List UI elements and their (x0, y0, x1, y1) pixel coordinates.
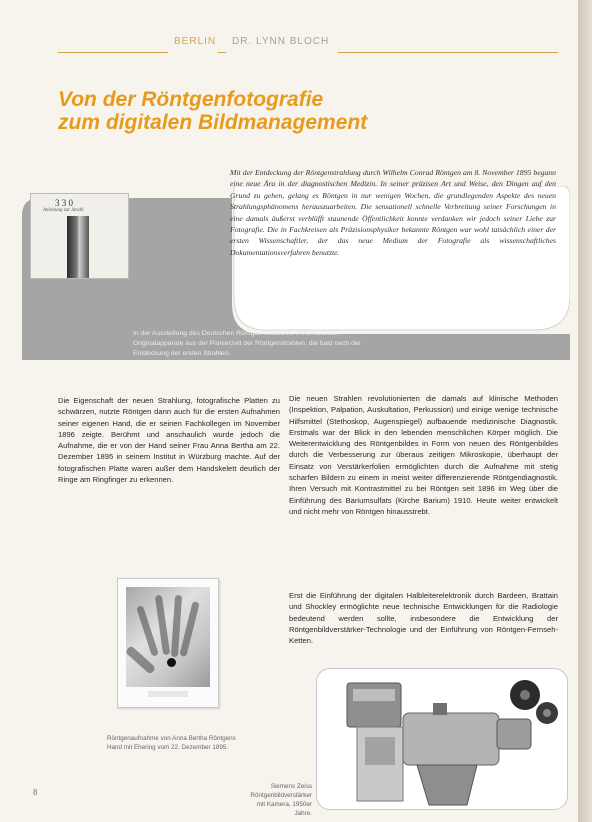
body-column-right-p1: Die neuen Strahlen revolutionierten die damals auf klinische Methoden (Inspektion, Palpation, Auskultation, Perkussion) und einige wenige technische Hilfsmittel (Stethoskop, Augenspiegel) aufbauende medizinische Diagnostik. Erstmals war der Blick in den lebenden menschlichen Körper möglich. Die Weiterentwicklung des Röntgenbildes in Form von neuen des Röntgenbildes durch die Verbesserung zur überaus zeitigen Mikroskopie, überhaupt der Einsatz von Verstärkerfolien ermöglichten durch die Aufnahme mit stetig scharfen Bildern zu einem in meist weiter differenzierende Röntgendiagnostik. Ihren Versuch mit Kontrastmittel zu bei Röntgen seit 1896 im Weg über die Einführung des Bariumsulfats (Kirche Barium) 1910. Heute weiter entwickelt und nicht mehr von Röntgen hinausstrebt. (289, 394, 558, 516)
article-title-line-2: zum digitalen Bildmanagement (58, 111, 368, 134)
header-rule-right (338, 52, 558, 53)
section-label: BERLIN (174, 36, 217, 47)
photo-number: 3 3 0 (55, 198, 73, 208)
header-rule-left (58, 52, 168, 53)
intro-paragraph: Mit der Entdeckung der Röntgenstrahlung durch Wilhelm Conrad Röntgen am 8. November 1895 begann eine neue Ära in der diagnostischen Medizin. In seiner präzisen Art und Weise, den Dingen auf den Grund zu gehen, gelang es Röntgen in nur wenigen Wochen, die grundlegenden Aspekte des neuen Strahlungsphänomens herauszuarbeiten. Die sensationell schnelle Verbreitung seiner Forschungen in eine damals äußerst verblüfft staunende Öffentlichkeit konnte verdanken wir jedoch seiner Liebe zur Fotografie. Die in Fachkreisen als Präzisionsphysiker bekannte Röntgen war wohl tatsächlich einer der ersten Wissenschaftler, der das neue Medium der Fotografie als wissenschaftliches Dokumentationsverfahren benutzte. (230, 168, 556, 257)
article-title-line-1: Von der Röntgenfotografie (58, 88, 324, 111)
xray-caption: Röntgenaufnahme von Anna Bertha Röntgens Hand mit Ehering vom 22. Dezember 1895. (107, 735, 236, 751)
machine-caption: Siemens Zeiss Röntgenbildverstärker mit Kamera, 1950er Jahre. (250, 783, 312, 817)
band-caption: In der Ausstellung des Deutschen Röntgen-Museums in Remscheid: Originalapparate aus der Pionierzeit der Röntgenstrahlen, die bald nach der Entdeckung der ersten Strahlen. (133, 330, 361, 357)
photo-handwriting: Anleitung zur Strahl (43, 208, 84, 213)
xray-tube-photo (30, 193, 129, 279)
ring-mark (167, 658, 176, 667)
author-name: DR. LYNN BLOCH (232, 36, 330, 47)
xray-label-strip (148, 691, 188, 697)
page-spine (578, 0, 592, 822)
xray-machine-photo (316, 668, 568, 810)
body-column-right-p2: Erst die Einführung der digitalen Halbleiterelektronik durch Bardeen, Brattain und Shockley ermöglichte neue technische Entwicklungen für die Radiologie bedeutend werden sollte, insbesondere die Entwicklung der Röntgenbildverstärker-Technologie und der Einführung von Röntgen-Fernseh-Ketten. (289, 591, 558, 646)
xray-tube-strip (67, 216, 89, 278)
article-title (58, 88, 367, 134)
xray-machine-illustration (317, 669, 567, 809)
page-number: 8 (33, 788, 38, 797)
body-column-left: Die Eigenschaft der neuen Strahlung, fotografische Platten zu schwärzen, nutzte Röntgen dann auch für die ersten Aufnahmen seiner eigenen Hand, die er seinen Fachkollegen im November 1896 zeigte. Berühmt und anschaulich wurde jedoch die Aufnahme, die er von der Hand seiner Frau Anna Bertha am 22. Dezember 1895 in seinem Institut in Würzburg machte. Auf der fotografischen Platte waren außer dem Handskelett deutlich der Ringe am Ringfinger zu erkennen. (58, 396, 280, 485)
hand-xray-image (117, 578, 219, 708)
header-rule-mid (218, 52, 226, 53)
xray-plate (126, 587, 210, 687)
